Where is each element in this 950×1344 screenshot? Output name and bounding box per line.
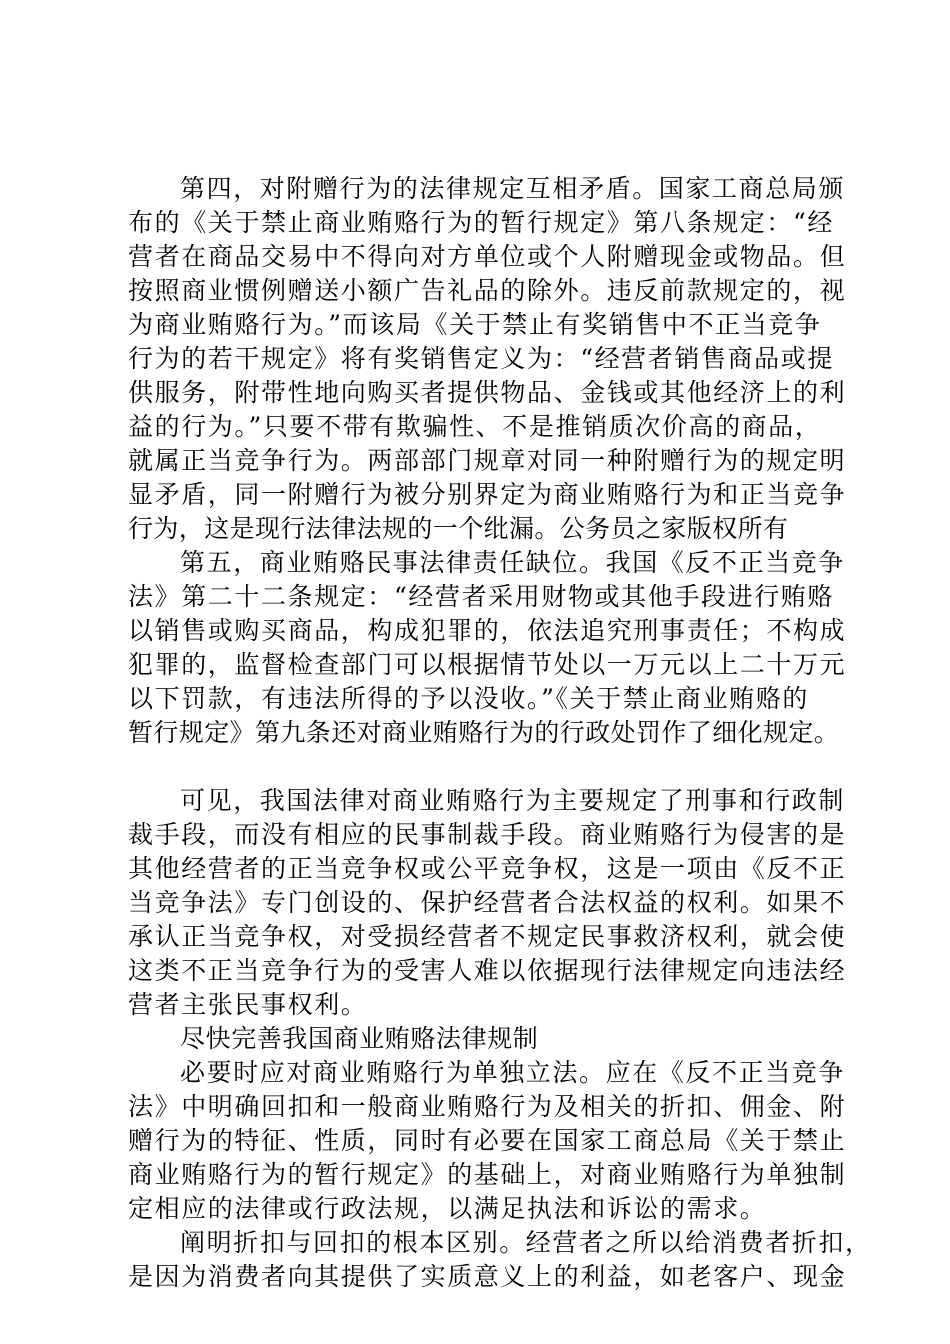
- paragraph-line: 阐明折扣与回扣的根本区别。经营者之所以给消费者折扣，: [180, 1228, 872, 1257]
- paragraph-line: 就属正当竞争行为。两部部门规章对同一种附赠行为的规定明: [128, 446, 847, 475]
- paragraph-line: 其他经营者的正当竞争权或公平竞争权，这是一项由《反不正: [128, 854, 847, 883]
- paragraph-line: 营者在商品交易中不得向对方单位或个人附赠现金或物品。但: [128, 242, 847, 271]
- paragraph-line: 行为的若干规定》将有奖销售定义为：“经营者销售商品或提: [128, 344, 834, 373]
- paragraph-line: 定相应的法律或行政法规，以满足执法和诉讼的需求。: [128, 1194, 767, 1223]
- section-heading: 尽快完善我国商业贿赂法律规制: [180, 1024, 539, 1053]
- paragraph-line: 第五，商业贿赂民事法律责任缺位。我国《反不正当竞争: [180, 548, 846, 577]
- paragraph-gap: [128, 750, 840, 784]
- document-body: [128, 172, 872, 1294]
- paragraph-line: 赠行为的特征、性质，同时有必要在国家工商总局《关于禁止: [128, 1126, 847, 1155]
- paragraph-line: 以销售或购买商品，构成犯罪的，依法追究刑事责任；不构成: [128, 616, 847, 645]
- paragraph-line: 布的《关于禁止商业贿赂行为的暂行规定》第八条规定：“经: [128, 208, 834, 237]
- paragraph-line: 承认正当竞争权，对受损经营者不规定民事救济权利，就会使: [128, 922, 847, 951]
- paragraph-line: 按照商业惯例赠送小额广告礼品的除外。违反前款规定的，视: [128, 276, 847, 305]
- paragraph-line: 这类不正当竞争行为的受害人难以依据现行法律规定向违法经: [128, 956, 847, 985]
- paragraph-line: 当竞争法》专门创设的、保护经营者合法权益的权利。如果不: [128, 888, 847, 917]
- paragraph-line: 法》第二十二条规定：“经营者采用财物或其他手段进行贿赂: [128, 582, 834, 611]
- paragraph-line: 是因为消费者向其提供了实质意义上的利益，如老客户、现金: [128, 1262, 847, 1291]
- paragraph-line: 供服务，附带性地向购买者提供物品、金钱或其他经济上的利: [128, 378, 847, 407]
- paragraph-line: 第四，对附赠行为的法律规定互相矛盾。国家工商总局颁: [180, 174, 846, 203]
- paragraph-line: 法》中明确回扣和一般商业贿赂行为及相关的折扣、佣金、附: [128, 1092, 847, 1121]
- paragraph-line: 益的行为。”只要不带有欺骗性、不是推销质次价高的商品，: [128, 412, 822, 441]
- paragraph-line: 行为，这是现行法律法规的一个纰漏。公务员之家版权所有: [128, 514, 789, 543]
- paragraph-line: 犯罪的，监督检查部门可以根据情节处以一万元以上二十万元: [128, 650, 847, 679]
- paragraph-line: 营者主张民事权利。: [128, 990, 368, 1019]
- paragraph-line: 商业贿赂行为的暂行规定》的基础上，对商业贿赂行为单独制: [128, 1160, 847, 1189]
- paragraph-line: 可见，我国法律对商业贿赂行为主要规定了刑事和行政制: [180, 786, 846, 815]
- paragraph-line: 暂行规定》第九条还对商业贿赂行为的行政处罚作了细化规定。: [128, 718, 840, 747]
- paragraph-line: 显矛盾，同一附赠行为被分别界定为商业贿赂行为和正当竞争: [128, 480, 847, 509]
- paragraph-line: 为商业贿赂行为。”而该局《关于禁止有奖销售中不正当竞争: [128, 310, 822, 339]
- paragraph-line: 必要时应对商业贿赂行为单独立法。应在《反不正当竞争: [180, 1058, 846, 1087]
- paragraph-line: 裁手段，而没有相应的民事制裁手段。商业贿赂行为侵害的是: [128, 820, 847, 849]
- paragraph-line: 以下罚款，有违法所得的予以没收。”《关于禁止商业贿赂的: [128, 684, 809, 713]
